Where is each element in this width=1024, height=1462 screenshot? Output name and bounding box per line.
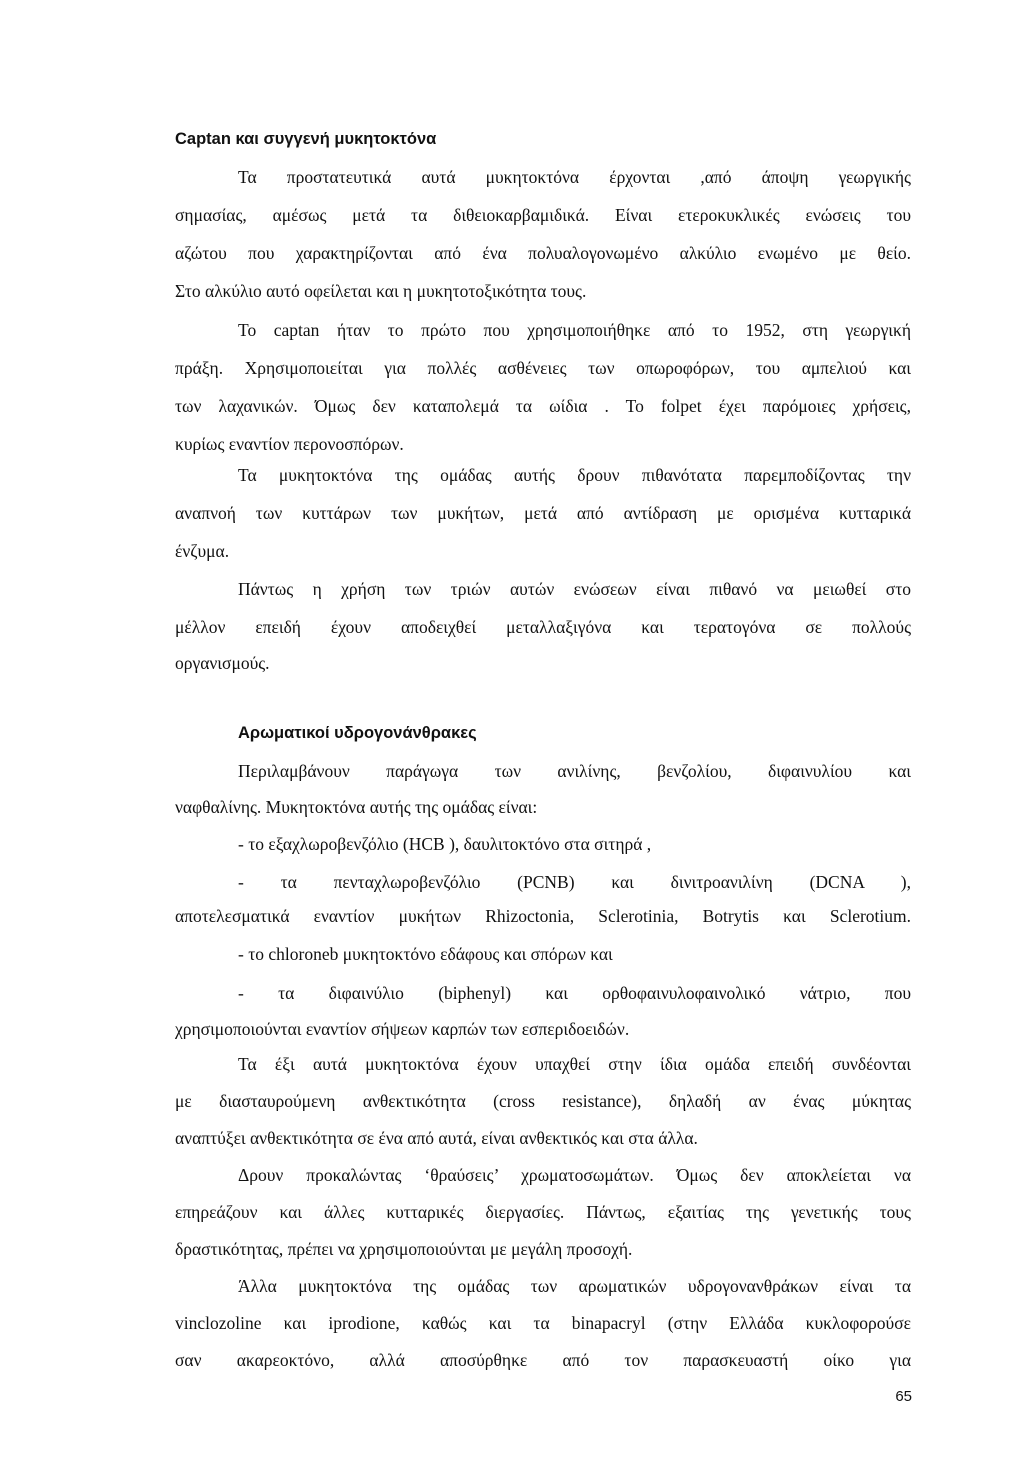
paragraph-line: Πάντως η χρήση των τριών αυτών ενώσεων είναι πιθανό να μειωθεί στο [238,579,911,599]
list-item: - το chloroneb μυκητοκτόνο εδάφους και σπόρων και [238,944,613,964]
paragraph-line: Τα μυκητοκτόνα της ομάδας αυτής δρουν πιθανότατα παρεμποδίζοντας την [238,465,911,485]
section-heading-aromatic-hydrocarbons: Αρωματικοί υδρογονάνθρακες [238,724,477,742]
paragraph-line: ένζυμα. [175,541,230,561]
section-heading-captan: Captan και συγγενή μυκητοκτόνα [175,130,437,148]
paragraph-line: κυρίως εναντίον περονοσπόρων. [175,434,404,454]
paragraph-line: με διασταυρούμενη ανθεκτικότητα (cross resistance), δηλαδή αν ένας μύκητας [175,1091,911,1111]
paragraph-line: σαν ακαρεοκτόνο, αλλά αποσύρθηκε από τον παρασκευαστή οίκο για [175,1350,911,1370]
paragraph-line: οργανισμούς. [175,653,270,673]
page-number: 65 [895,1388,912,1405]
list-item: - τα διφαινύλιο (biphenyl) και ορθοφαινυλοφαινολικό νάτριο, που [238,983,911,1003]
paragraph-line: Το captan ήταν το πρώτο που χρησιμοποιήθηκε από το 1952, στη γεωργική [238,320,911,340]
paragraph-line: αναπτύξει ανθεκτικότητα σε ένα από αυτά, είναι ανθεκτικός και στα άλλα. [175,1128,698,1148]
list-item: - το εξαχλωροβενζόλιο (HCB ), δαυλιτοκτόνο στα σιτηρά , [238,834,652,854]
paragraph-line: των λαχανικών. Όμως δεν καταπολεμά τα ωίδια . Το folpet έχει παρόμοιες χρήσεις, [175,396,911,416]
paragraph-line: αζώτου που χαρακτηρίζονται από ένα πολυαλογονωμένο αλκύλιο ενωμένο με θείο. [175,243,911,263]
paragraph-line: ναφθαλίνης. Μυκητοκτόνα αυτής της ομάδας είναι: [175,797,538,817]
paragraph-line: Τα έξι αυτά μυκητοκτόνα έχουν υπαχθεί στην ίδια ομάδα επειδή συνδέονται [238,1054,911,1074]
paragraph-line: σημασίας, αμέσως μετά τα διθειοκαρβαμιδικά. Είναι ετεροκυκλικές ενώσεις του [175,205,911,225]
paragraph-line: Τα προστατευτικά αυτά μυκητοκτόνα έρχονται ,από άποψη γεωργικής [238,167,911,187]
paragraph-line: Στο αλκύλιο αυτό οφείλεται και η μυκητοτοξικότητα τους. [175,281,587,301]
paragraph-line: επηρεάζουν και άλλες κυτταρικές διεργασίες. Πάντως, εξαιτίας της γενετικής τους [175,1202,911,1222]
paragraph-line: αποτελεσματικά εναντίον μυκήτων Rhizoctonia, Sclerotinia, Botrytis και Sclerotium. [175,906,911,926]
paragraph-line: πράξη. Χρησιμοποιείται για πολλές ασθένειες των οπωροφόρων, του αμπελιού και [175,358,911,378]
paragraph-line: Περιλαμβάνουν παράγωγα των ανιλίνης, βενζολίου, διφαινυλίου και [238,761,911,781]
paragraph-line: Άλλα μυκητοκτόνα της ομάδας των αρωματικών υδρογονανθράκων είναι τα [238,1276,911,1296]
paragraph-line: χρησιμοποιούνται εναντίον σήψεων καρπών των εσπεριδοειδών. [175,1019,630,1039]
paragraph-line: μέλλον επειδή έχουν αποδειχθεί μεταλλαξιγόνα και τερατογόνα σε πολλούς [175,617,911,637]
paragraph-line: αναπνοή των κυττάρων των μυκήτων, μετά από αντίδραση με ορισμένα κυτταρικά [175,503,911,523]
list-item: - τα πενταχλωροβενζόλιο (PCNB) και δινιτροανιλίνη (DCNA ), [238,872,911,892]
paragraph-line: vinclozoline και iprodione, καθώς και τα binapacryl (στην Ελλάδα κυκλοφορούσε [175,1313,911,1333]
paragraph-line: Δρουν προκαλώντας ‘θραύσεις’ χρωματοσωμάτων. Όμως δεν αποκλείεται να [238,1165,911,1185]
paragraph-line: δραστικότητας, πρέπει να χρησιμοποιούνται με μεγάλη προσοχή. [175,1239,633,1259]
